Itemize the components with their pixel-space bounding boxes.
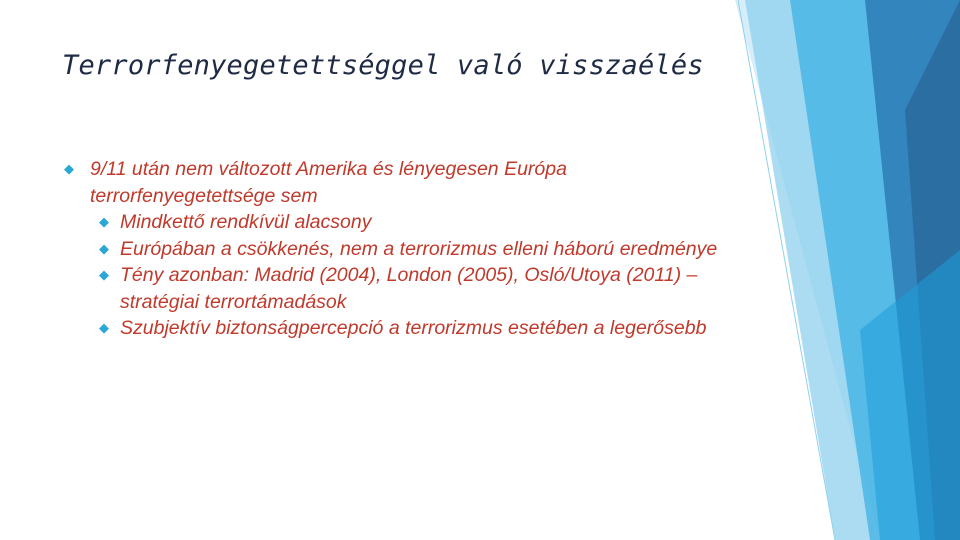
bullet-text: 9/11 után nem változott Amerika és lényegesen Európa terrorfenyegetettsége sem <box>90 158 567 207</box>
bullet-text: Tény azonban: Madrid (2004), London (2005), Osló/Utoya (2011) – stratégiai terrortámadások <box>120 264 698 313</box>
bullet-text: Mindkettő rendkívül alacsony <box>120 211 372 233</box>
bullet-item-level2 <box>68 236 748 263</box>
diamond-bullet-icon: ◆ <box>64 161 74 176</box>
diamond-bullet-icon: ◆ <box>99 320 109 335</box>
bullet-text: Szubjektív biztonságpercepció a terrorizmus esetében a legerősebb <box>120 317 707 339</box>
bullet-item-level1 <box>64 156 748 209</box>
slide-title: Terrorfenyegetettséggel való visszaélés <box>62 50 704 81</box>
diamond-bullet-icon: ◆ <box>99 267 109 282</box>
bullet-text: Európában a csökkenés, nem a terrorizmus elleni háború eredménye <box>120 237 718 260</box>
diamond-bullet-icon: ◆ <box>99 240 109 256</box>
diamond-bullet-icon: ◆ <box>99 214 109 229</box>
bullet-item-level2 <box>68 262 748 315</box>
bullet-item-level2 <box>68 209 748 236</box>
bullet-list <box>64 156 748 342</box>
bullet-item-level2 <box>68 315 748 342</box>
